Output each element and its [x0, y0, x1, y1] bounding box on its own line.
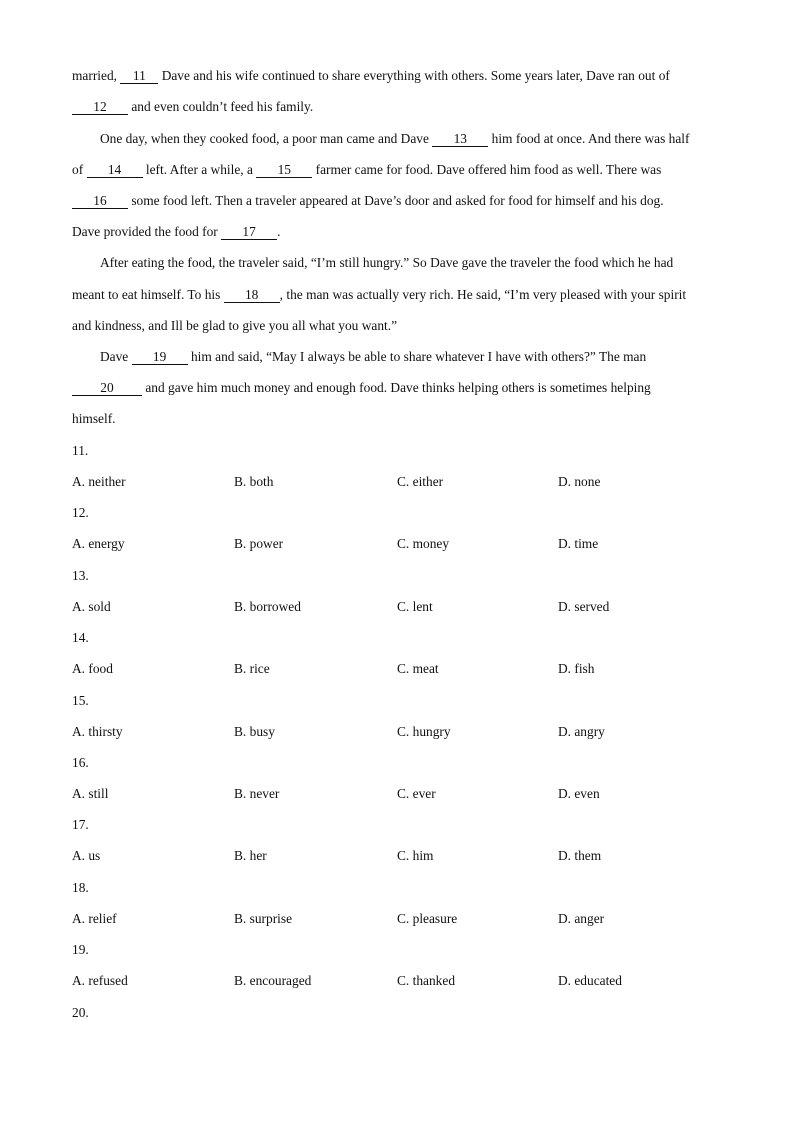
- option-d: D. time: [558, 536, 599, 552]
- option-c: C. hungry: [397, 723, 451, 739]
- blank-12: 12: [72, 100, 128, 115]
- passage-line: [72, 99, 313, 115]
- passage-line: [72, 68, 670, 84]
- blank-15: 15: [256, 163, 312, 178]
- passage-text: and gave him much money and enough food. Dave thinks helping others is sometimes helping: [142, 380, 651, 395]
- option-a: A. refused: [72, 973, 128, 989]
- passage-line: [72, 318, 397, 334]
- passage-text: and even couldn’t feed his family.: [128, 99, 314, 114]
- option-c: C. pleasure: [397, 910, 458, 926]
- question-number: 17.: [72, 817, 89, 833]
- blank-11: 11: [120, 69, 158, 84]
- blank-13: 13: [432, 132, 488, 147]
- option-c: C. meat: [397, 661, 439, 677]
- blank-18: 18: [224, 288, 280, 303]
- option-a: A. relief: [72, 910, 117, 926]
- option-c: C. money: [397, 536, 450, 552]
- passage-line: [72, 162, 661, 178]
- option-b: B. her: [234, 848, 267, 864]
- option-b: B. power: [234, 536, 284, 552]
- option-c: C. lent: [397, 598, 433, 614]
- passage-text: some food left. Then a traveler appeared at Dave’s door and asked for food for himself and his dog.: [128, 193, 664, 208]
- question-number: 14.: [72, 630, 89, 646]
- passage-text: and kindness, and Ill be glad to give you all what you want.”: [72, 318, 398, 333]
- passage-text: .: [277, 224, 281, 239]
- question-number: 16.: [72, 755, 89, 770]
- passage-text: Dave and his wife continued to share everything with others. Some years later, Dave ran out of: [158, 68, 670, 83]
- question-number: 13.: [72, 567, 89, 583]
- option-c: C. ever: [397, 786, 436, 801]
- passage-line: [72, 224, 280, 240]
- blank-17: 17: [221, 225, 277, 240]
- option-b: B. surprise: [234, 910, 293, 926]
- blank-16: 16: [72, 194, 128, 209]
- option-b: B. both: [234, 474, 274, 489]
- passage-line: [100, 349, 646, 365]
- passage-line: [72, 411, 116, 427]
- passage-text: Dave: [100, 349, 132, 364]
- question-number: 18.: [72, 879, 89, 895]
- option-b: B. rice: [234, 661, 270, 677]
- passage-text: of: [72, 162, 87, 177]
- option-d: D. served: [558, 598, 610, 614]
- passage-line: [72, 287, 686, 303]
- option-b: B. never: [234, 786, 280, 801]
- option-a: A. food: [72, 661, 113, 677]
- option-d: D. none: [558, 474, 601, 489]
- option-d: D. educated: [558, 973, 622, 989]
- passage-line: [72, 380, 651, 396]
- option-d: D. anger: [558, 910, 605, 926]
- question-number: 15.: [72, 692, 89, 708]
- blank-14: 14: [87, 163, 143, 178]
- passage-text: , the man was actually very rich. He said, “I’m very pleased with your spirit: [279, 287, 687, 302]
- option-c: C. him: [397, 848, 434, 864]
- passage-line: [100, 131, 689, 147]
- passage-text: married,: [72, 68, 121, 83]
- option-a: A. sold: [72, 598, 111, 614]
- passage-text: Dave provided the food for: [72, 224, 222, 239]
- passage-text: One day, when they cooked food, a poor man came and Dave: [100, 131, 433, 146]
- blank-20: 20: [72, 381, 142, 396]
- option-a: A. energy: [72, 536, 125, 552]
- option-c: C. thanked: [397, 973, 456, 989]
- option-d: D. even: [558, 786, 600, 801]
- passage-text: him and said, “May I always be able to share whatever I have with others?” The man: [187, 349, 647, 364]
- passage-text: left. After a while, a: [142, 162, 257, 177]
- blank-19: 19: [132, 350, 188, 365]
- option-b: B. encouraged: [234, 973, 312, 989]
- option-a: A. still: [72, 786, 109, 801]
- question-number: 20.: [72, 1004, 89, 1020]
- option-d: D. angry: [558, 723, 605, 739]
- option-d: D. fish: [558, 661, 595, 677]
- passage-line: [100, 255, 673, 271]
- passage-text: After eating the food, the traveler said, “I’m still hungry.” So Dave gave the traveler the food which he had: [100, 255, 674, 270]
- question-number: 12.: [72, 505, 89, 521]
- option-c: C. either: [397, 474, 444, 489]
- passage-text: farmer came for food. Dave offered him food as well. There was: [312, 162, 662, 177]
- option-a: A. thirsty: [72, 723, 123, 739]
- option-b: B. busy: [234, 723, 275, 739]
- passage-text: meant to eat himself. To his: [72, 287, 224, 302]
- passage-text: him food at once. And there was half: [488, 131, 690, 146]
- question-number: 11.: [72, 443, 89, 458]
- option-a: A. neither: [72, 474, 126, 489]
- option-d: D. them: [558, 848, 602, 864]
- passage-text: himself.: [72, 411, 116, 426]
- passage-line: [72, 193, 664, 209]
- option-a: A. us: [72, 848, 101, 864]
- option-b: B. borrowed: [234, 598, 301, 614]
- question-number: 19.: [72, 942, 89, 958]
